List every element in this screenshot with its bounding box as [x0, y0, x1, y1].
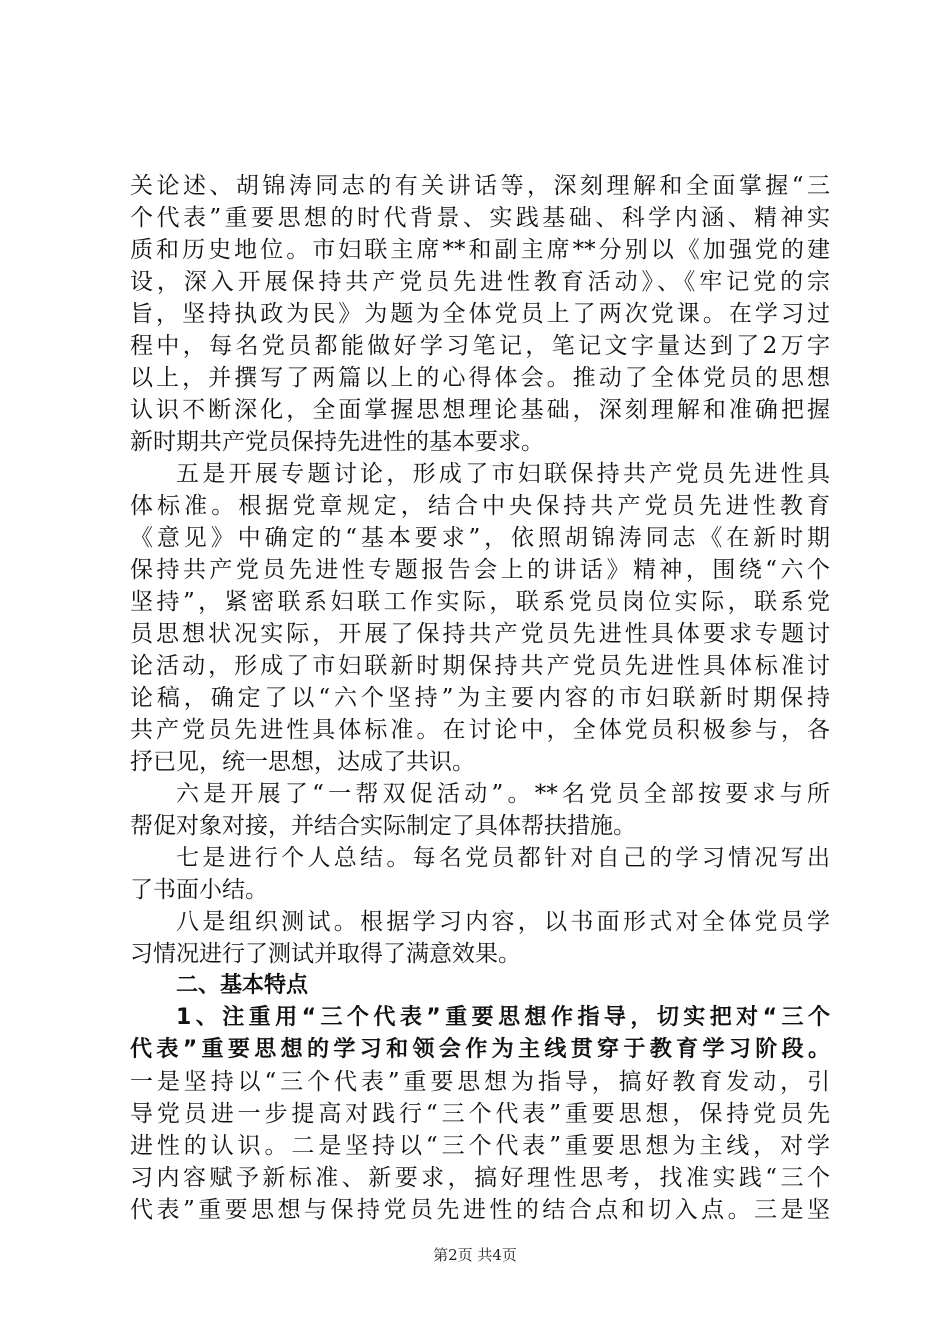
text-line: 程中，每名党员都能做好学习笔记，笔记文字量达到了2万字 [130, 333, 830, 359]
text-line: 进性的认识。二是坚持以“三个代表”重要思想为主线，对学 [130, 1133, 830, 1159]
subsection-heading-line: 1、注重用“三个代表”重要思想作指导，切实把对“三个 [176, 1005, 830, 1030]
subsection-heading-line: 代表”重要思想的学习和领会作为主线贯穿于教育学习阶段。 [130, 1037, 830, 1062]
text-line: 论稿，确定了以“六个坚持”为主要内容的市妇联新时期保持 [130, 685, 830, 711]
text-line: 一是坚持以“三个代表”重要思想为指导，搞好教育发动，引 [130, 1069, 830, 1095]
paragraph-seven-line: 七是进行个人总结。每名党员都针对自己的学习情况写出 [176, 845, 830, 871]
text-line: 论活动，形成了市妇联新时期保持共产党员先进性具体标准讨 [130, 653, 830, 679]
text-line: 了书面小结。 [130, 877, 268, 903]
text-line: 员思想状况实际，开展了保持共产党员先进性具体要求专题讨 [130, 621, 830, 647]
document-body [130, 170, 830, 1226]
text-line: 习内容赋予新标准、新要求，搞好理性思考，找准实践“三个 [130, 1165, 830, 1191]
text-line: 导党员进一步提高对践行“三个代表”重要思想，保持党员先 [130, 1101, 830, 1127]
text-line: 以上，并撰写了两篇以上的心得体会。推动了全体党员的思想 [130, 365, 830, 391]
text-line: 坚持”，紧密联系妇联工作实际，联系党员岗位实际，联系党 [130, 589, 830, 615]
text-line: 共产党员先进性具体标准。在讨论中，全体党员积极参与，各 [130, 717, 830, 743]
paragraph-six-line: 六是开展了“一帮双促活动”。**名党员全部按要求与所 [176, 781, 830, 807]
page-footer: 第2页 共4页 [433, 1246, 517, 1264]
text-line: 认识不断深化，全面掌握思想理论基础，深刻理解和准确把握 [130, 397, 830, 423]
section-heading: 二、基本特点 [176, 973, 309, 998]
text-line: 抒已见，统一思想，达成了共识。 [130, 749, 475, 775]
paragraph-eight-line: 八是组织测试。根据学习内容，以书面形式对全体党员学 [176, 909, 830, 935]
text-line: 帮促对象对接，并结合实际制定了具体帮扶措施。 [130, 813, 636, 839]
text-line: 旨，坚持执政为民》为题为全体党员上了两次党课。在学习过 [130, 301, 830, 327]
text-line: 质和历史地位。市妇联主席**和副主席**分别以《加强党的建 [130, 237, 830, 263]
text-line: 关论述、胡锦涛同志的有关讲话等，深刻理解和全面掌握“三 [130, 173, 830, 199]
text-line: 个代表”重要思想的时代背景、实践基础、科学内涵、精神实 [130, 205, 830, 231]
text-line: 新时期共产党员保持先进性的基本要求。 [130, 429, 544, 455]
text-line: 保持共产党员先进性专题报告会上的讲话》精神，围绕“六个 [130, 557, 830, 583]
paragraph-five-line: 五是开展专题讨论，形成了市妇联保持共产党员先进性具 [176, 461, 830, 487]
text-line: 习情况进行了测试并取得了满意效果。 [130, 941, 521, 967]
text-line: 《意见》中确定的“基本要求”，依照胡锦涛同志《在新时期 [130, 525, 830, 551]
text-line: 体标准。根据党章规定，结合中央保持共产党员先进性教育 [130, 493, 830, 519]
text-line: 代表”重要思想与保持党员先进性的结合点和切入点。三是坚 [130, 1197, 830, 1223]
text-line: 设，深入开展保持共产党员先进性教育活动》、《牢记党的宗 [130, 269, 830, 295]
